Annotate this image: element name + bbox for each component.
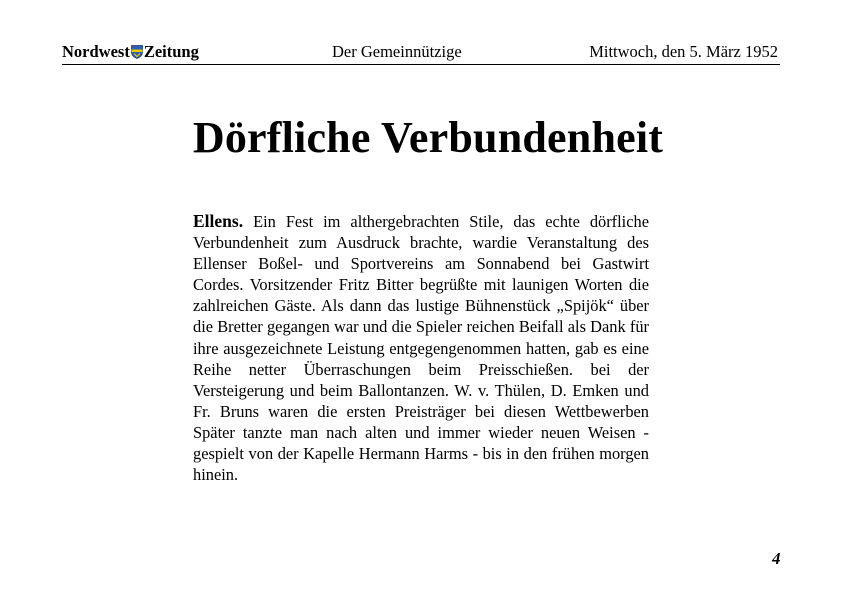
article-headline: Dörfliche Verbundenheit — [192, 113, 664, 162]
page-header — [62, 42, 780, 65]
page-number: 4 — [772, 549, 781, 568]
masthead-zeitung: Zeitung — [143, 42, 199, 61]
masthead-nordwest: Nordwest — [62, 42, 130, 61]
issue-date: Mittwoch, den 5. März 1952 — [589, 42, 778, 61]
masthead — [62, 42, 199, 62]
section-title: Der Gemeinnützige — [332, 42, 462, 61]
article-dateline: Ellens. — [193, 211, 244, 231]
article-text: Ein Fest im althergebrachten Stile, das echte dörfliche Verbundenheit zum Ausdruck brachte, wardie Veranstaltung des Ellenser Boßel- und Sportvereins am Sonnabend bei Gastwirt Cordes. Vorsitzender Fritz Bitter begrüßte mit launigen Worten die zahlreichen Gäste. Als dann das lustige Bühnenstück „Spijök“ über die Bretter gegangen war und die Spieler reichen Beifall als Dank für ihre ausgezeichnete Leistung entgegengenommen hatten, gab es eine Reihe netter Überraschungen beim Preisschießen. bei der Versteigerung und beim Ballontanzen. W. v. Thülen, D. Emken und Fr. Bruns waren die ersten Preisträger bei diesen Wettbewerben Später tanzte man nach alten und immer wieder neuen Weisen - gespielt von der Kapelle Hermann Harms - bis in den frühen morgen hinein. — [193, 212, 649, 485]
article-body — [193, 211, 649, 485]
coat-of-arms-icon — [131, 45, 143, 59]
